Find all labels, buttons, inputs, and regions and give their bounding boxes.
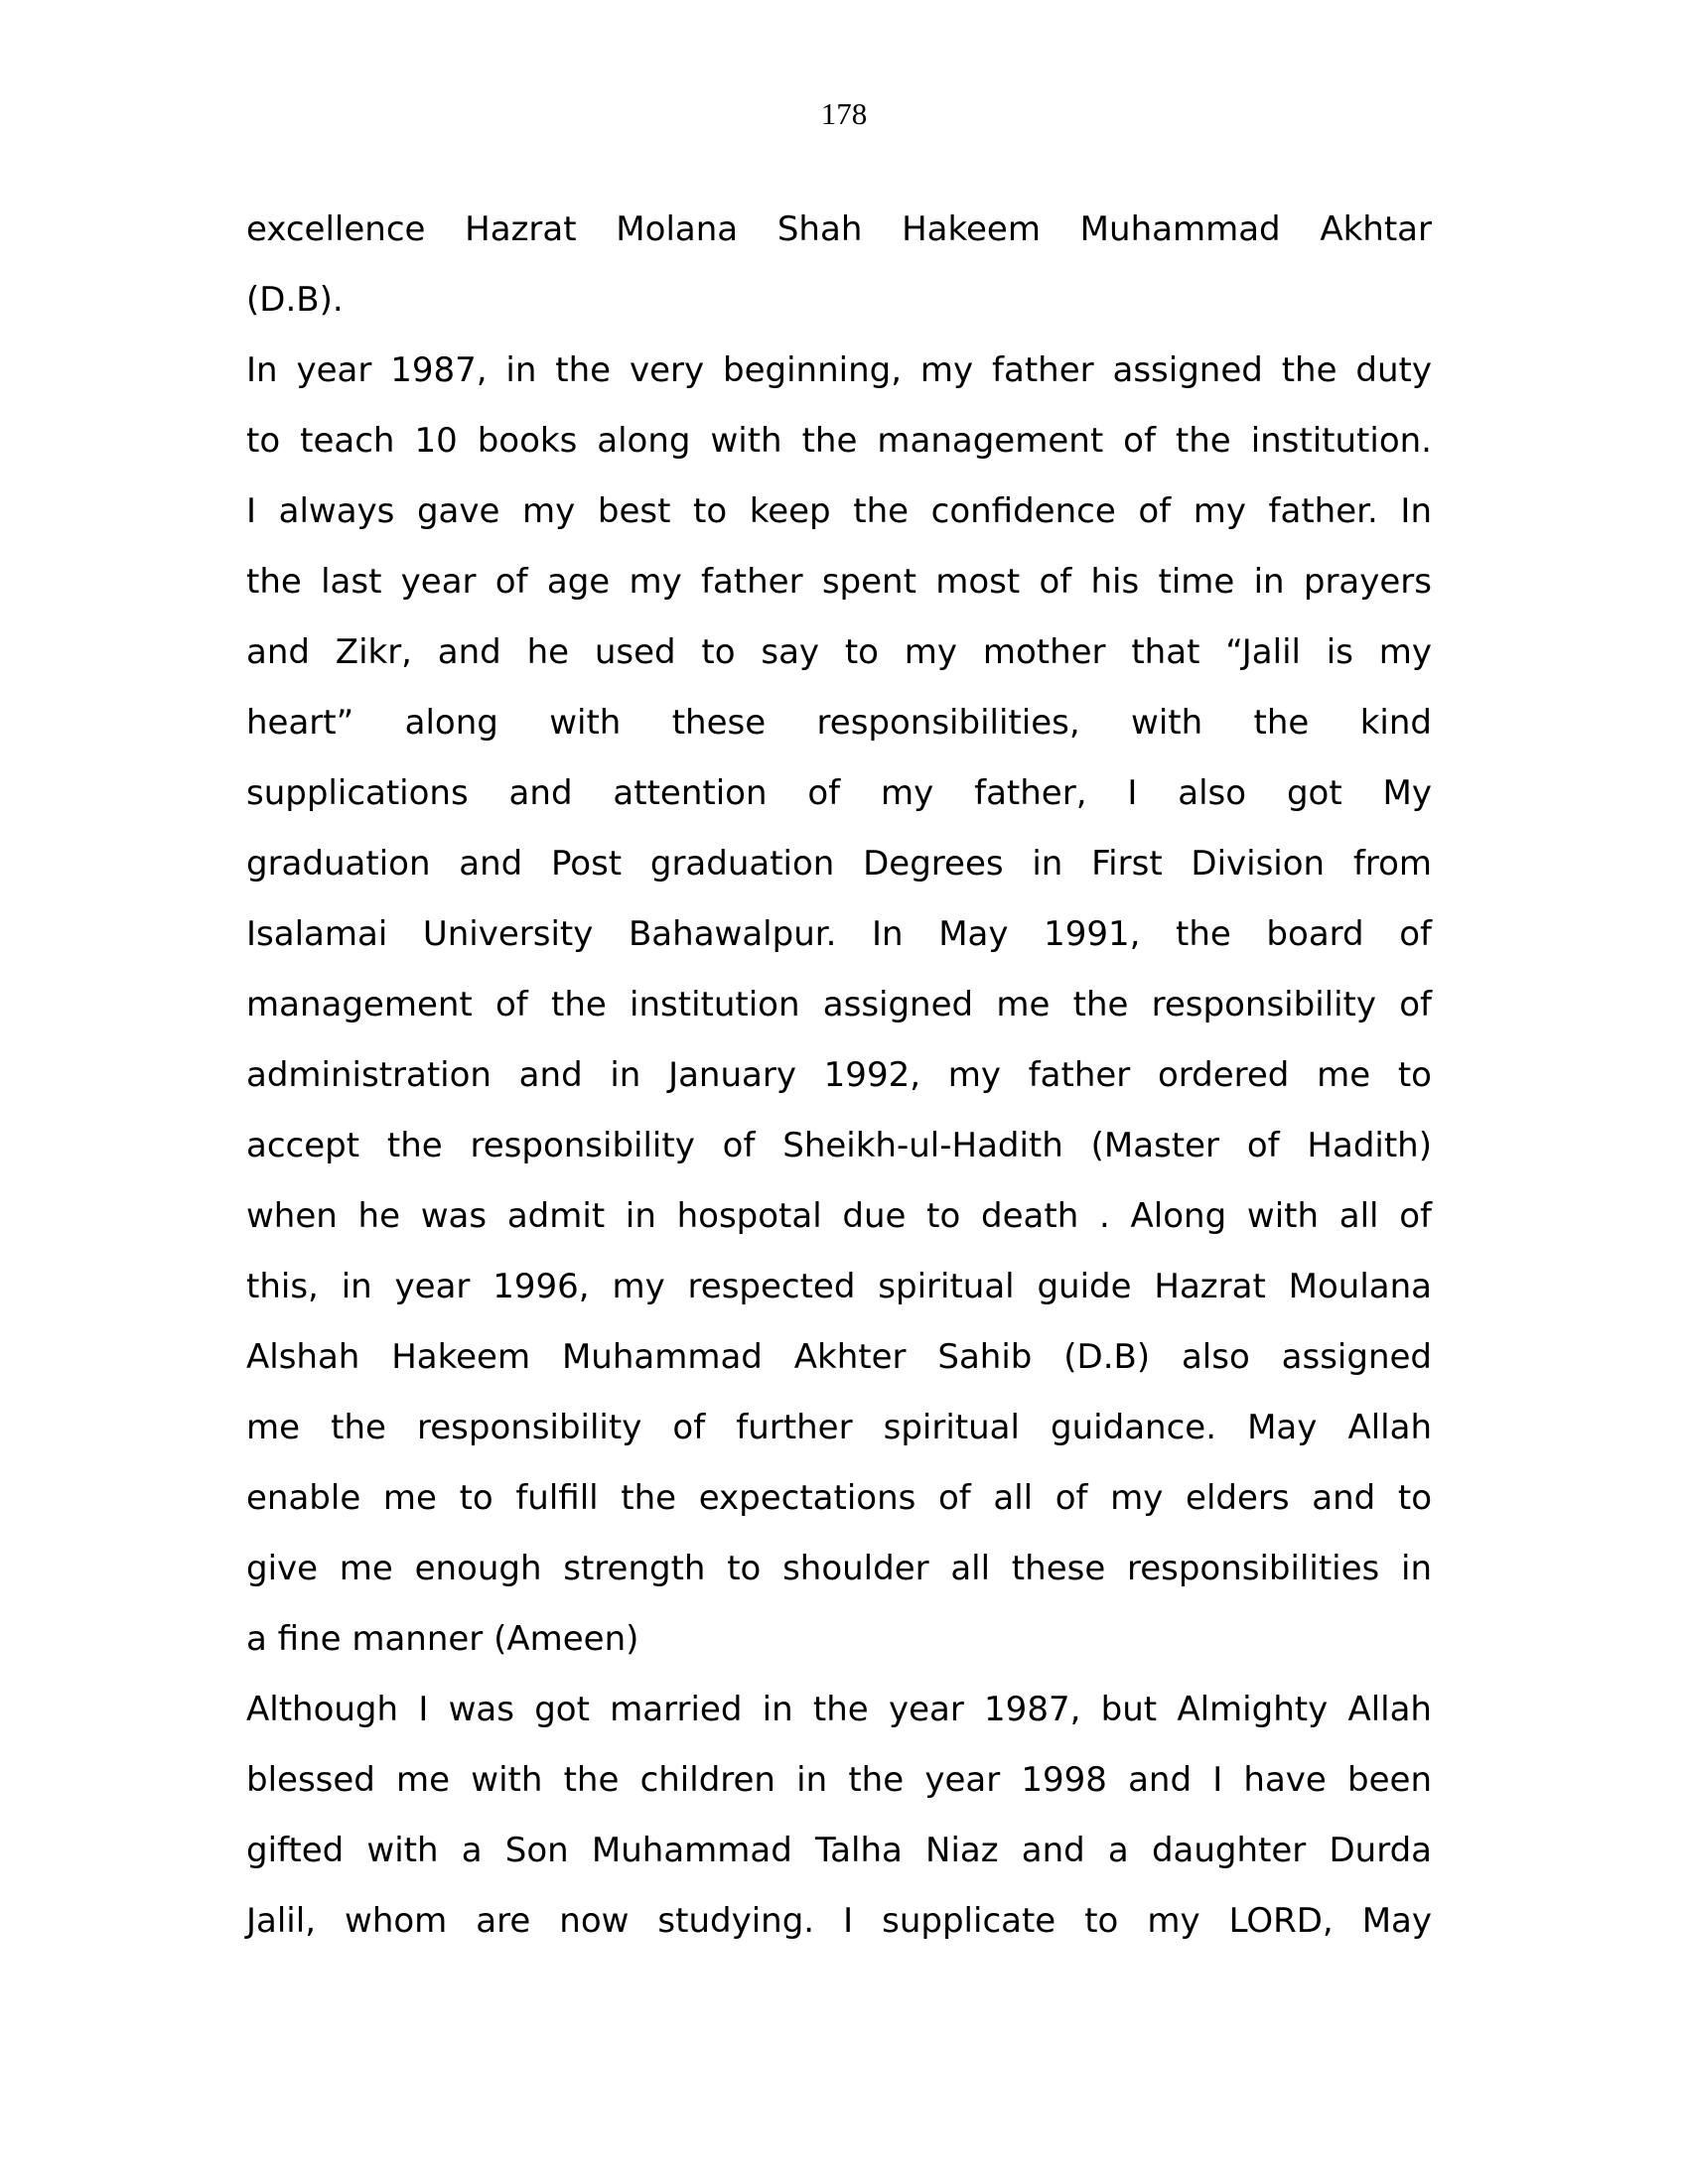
text-line: enable me to fulfill the expectations of all of my elders and to: [246, 1478, 1432, 1518]
text-line: Jalil, whom are now studying. I supplicate to my LORD, May: [246, 1901, 1432, 1941]
text-line: and Zikr, and he used to say to my mother that “Jalil is my: [246, 632, 1432, 672]
text-line: graduation and Post graduation Degrees in First Division from: [246, 844, 1432, 884]
text-line: administration and in January 1992, my father ordered me to: [246, 1055, 1432, 1095]
text-line: heart” along with these responsibilities, with the kind: [246, 703, 1432, 743]
text-line: to teach 10 books along with the management of the institution.: [246, 421, 1432, 461]
text-line: In year 1987, in the very beginning, my father assigned the duty: [246, 350, 1432, 390]
text-line: blessed me with the children in the year 1998 and I have been: [246, 1760, 1432, 1800]
text-line: I always gave my best to keep the confidence of my father. In: [246, 491, 1432, 531]
text-line: accept the responsibility of Sheikh-ul-Hadith (Master of Hadith): [246, 1126, 1432, 1165]
page-number: 178: [820, 96, 868, 131]
text-line: excellence Hazrat Molana Shah Hakeem Muhammad Akhtar: [246, 209, 1432, 249]
text-line: give me enough strength to shoulder all these responsibilities in: [246, 1549, 1432, 1588]
text-line: Isalamai University Bahawalpur. In May 1991, the board of: [246, 914, 1432, 954]
text-line: management of the institution assigned me the responsibility of: [246, 985, 1432, 1024]
text-line: Although I was got married in the year 1987, but Almighty Allah: [246, 1690, 1432, 1729]
text-line: gifted with a Son Muhammad Talha Niaz and a daughter Durda: [246, 1831, 1432, 1870]
text-line: a fine manner (Ameen): [246, 1619, 639, 1659]
text-line: when he was admit in hospotal due to death . Along with all of: [246, 1196, 1432, 1236]
text-line: supplications and attention of my father, I also got My: [246, 773, 1432, 813]
body-text: [246, 195, 1432, 1957]
text-line: (D.B).: [246, 280, 344, 320]
text-line: this, in year 1996, my respected spiritual guide Hazrat Moulana: [246, 1267, 1432, 1306]
text-line: Alshah Hakeem Muhammad Akhter Sahib (D.B) also assigned: [246, 1337, 1432, 1377]
text-line: the last year of age my father spent most of his time in prayers: [246, 562, 1432, 602]
text-line: me the responsibility of further spiritual guidance. May Allah: [246, 1408, 1432, 1447]
